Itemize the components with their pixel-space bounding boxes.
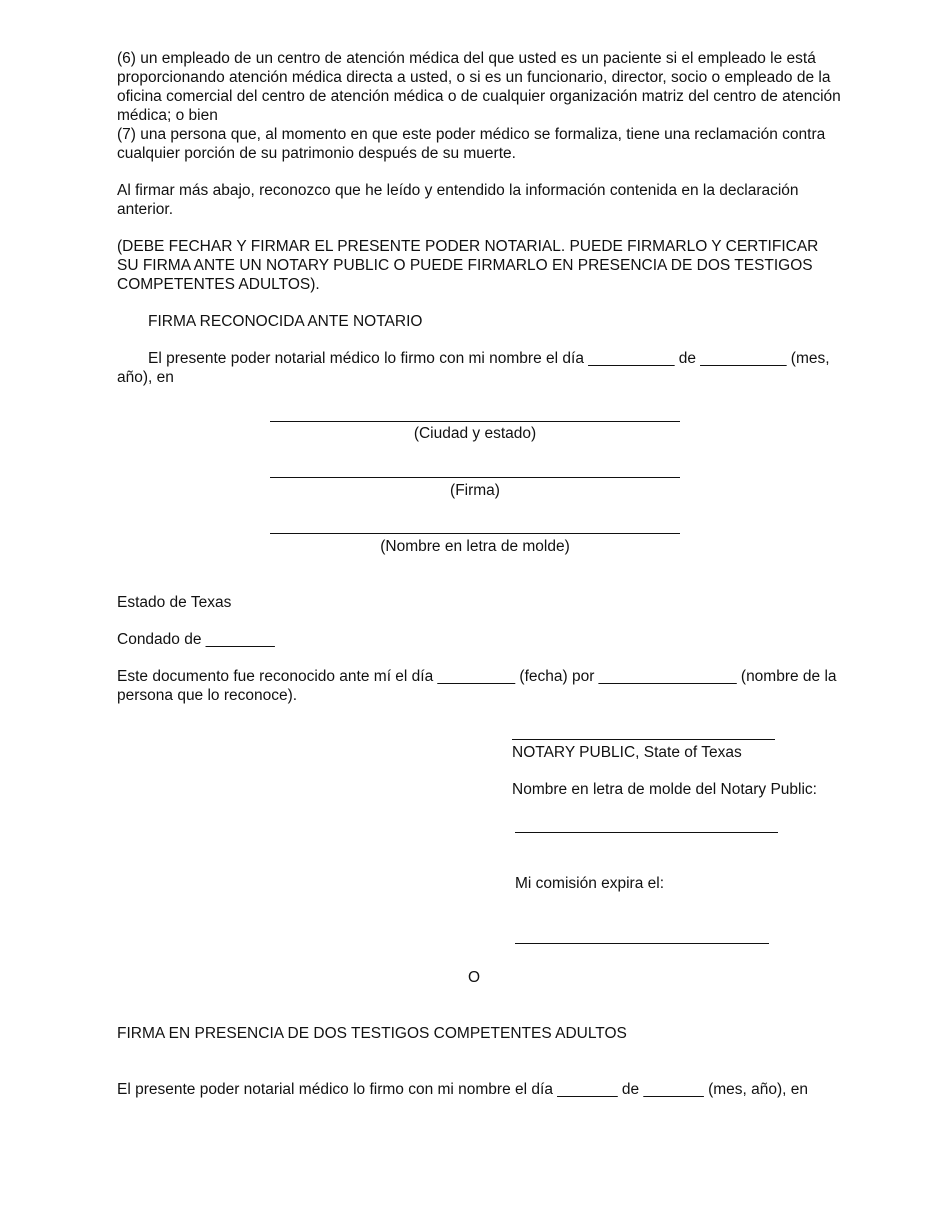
instructions-paragraph: (DEBE FECHAR Y FIRMAR EL PRESENTE PODER NOTARIAL. PUEDE FIRMARLO Y CERTIFICAR SU FIRMA ANTE UN NOTARY PUBLIC O PUEDE FIRMARLO EN PRESENCIA DE DOS TESTIGOS COMPETENTES ADULTOS). bbox=[117, 238, 819, 293]
notary-printed-name-line[interactable] bbox=[515, 832, 778, 833]
signature-label: (Firma) bbox=[450, 482, 500, 499]
notary-signature-line[interactable] bbox=[512, 739, 775, 740]
notary-signed-statement: El presente poder notarial médico lo firmo con mi nombre el día __________ de __________ (mes, año), en bbox=[117, 350, 830, 386]
county-line: Condado de ________ bbox=[117, 631, 275, 648]
paragraph-item-6: (6) un empleado de un centro de atención médica del que usted es un paciente si el empleado le está proporcionando atención médica directa a usted, o si es un funcionario, director, socio o empleado de la oficina comercial del centro de atención médica o de cualquier organización matriz del centro de atención médica; o bien bbox=[117, 50, 841, 124]
notary-section-heading: FIRMA RECONOCIDA ANTE NOTARIO bbox=[148, 313, 423, 330]
acknowledgement-paragraph: Al firmar más abajo, reconozco que he leído y entendido la información contenida en la declaración anterior. bbox=[117, 182, 799, 218]
signature-line[interactable] bbox=[270, 477, 680, 478]
city-state-label: (Ciudad y estado) bbox=[413, 425, 537, 442]
witness-section-heading: FIRMA EN PRESENCIA DE DOS TESTIGOS COMPETENTES ADULTOS bbox=[117, 1025, 627, 1042]
commission-expiry-line[interactable] bbox=[515, 943, 769, 944]
acknowledged-statement: Este documento fue reconocido ante mí el día _________ (fecha) por ________________ (nombre de la persona que lo reconoce). bbox=[117, 668, 837, 704]
printed-name-line[interactable] bbox=[270, 533, 680, 534]
commission-label: Mi comisión expira el: bbox=[515, 875, 665, 892]
notary-printed-name-label: Nombre en letra de molde del Notary Public: bbox=[512, 781, 817, 798]
printed-name-label: (Nombre en letra de molde) bbox=[380, 538, 570, 555]
city-state-line[interactable] bbox=[270, 421, 680, 422]
notary-public-label: NOTARY PUBLIC, State of Texas bbox=[512, 744, 742, 761]
paragraph-item-7: (7) una persona que, al momento en que este poder médico se formaliza, tiene una reclamación contra cualquier porción de su patrimonio después de su muerte. bbox=[117, 126, 826, 162]
witness-signed-statement: El presente poder notarial médico lo firmo con mi nombre el día _______ de _______ (mes, año), en bbox=[117, 1081, 809, 1098]
or-separator: O bbox=[468, 969, 481, 986]
state-line: Estado de Texas bbox=[117, 594, 232, 611]
